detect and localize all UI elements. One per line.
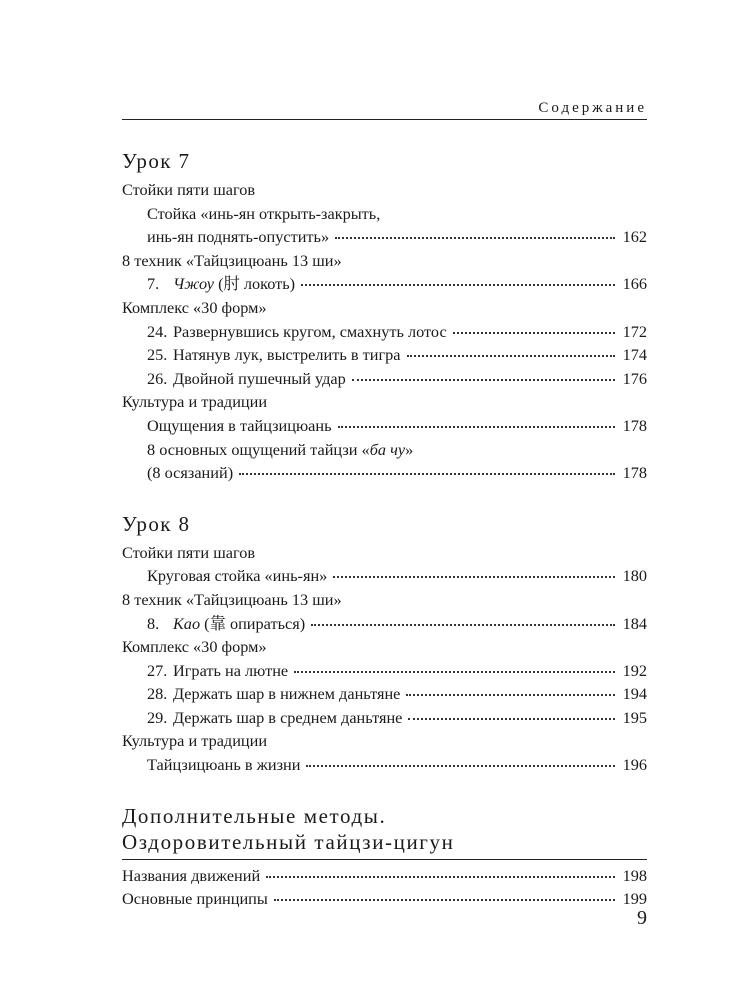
entry-page-number: 178 <box>622 463 647 483</box>
running-head: Содержание <box>538 100 647 116</box>
section-title <box>122 803 647 855</box>
toc-entry[interactable] <box>122 753 647 777</box>
toc-entry[interactable] <box>122 729 647 753</box>
entry-title <box>147 438 413 462</box>
dot-leader <box>239 472 615 475</box>
entry-title <box>173 659 288 683</box>
entry-title <box>147 225 329 249</box>
entry-title-text: Стойки пяти шагов <box>122 542 256 562</box>
entry-title-text: Развернувшись кругом, смахнуть лотос <box>173 321 447 341</box>
entry-title <box>147 564 327 588</box>
toc-entry[interactable] <box>122 225 647 249</box>
entry-title <box>173 272 295 296</box>
entry-page-number: 180 <box>622 566 647 586</box>
entry-title <box>173 343 401 367</box>
entry-title-text: Двойной пушечный удар <box>173 368 346 388</box>
entry-page-number: 194 <box>622 684 647 704</box>
toc-entry[interactable] <box>122 659 647 683</box>
dot-leader <box>453 331 615 334</box>
entry-number: 27. <box>147 660 168 680</box>
toc-entry[interactable] <box>122 588 647 612</box>
entry-title-italic: Као <box>173 613 201 633</box>
entry-title-text: (靠 опираться) <box>200 613 306 633</box>
toc-entry[interactable] <box>122 461 647 485</box>
toc-entry[interactable] <box>122 343 647 367</box>
toc-entry[interactable] <box>122 438 647 462</box>
entry-page-number: 199 <box>622 889 647 909</box>
toc-entry[interactable] <box>122 682 647 706</box>
entry-title <box>122 249 342 273</box>
entry-title-italic: ба чу <box>369 439 406 459</box>
dot-leader <box>352 378 615 381</box>
entry-number: 29. <box>147 707 168 727</box>
entry-title-text: инь-ян поднять-опустить» <box>147 227 330 247</box>
entry-title <box>173 367 346 391</box>
entry-title <box>173 706 402 730</box>
entry-title <box>173 682 400 706</box>
section-title-line: Урок 7 <box>122 149 191 173</box>
entry-title <box>147 753 300 777</box>
entry-title-text: 8 техник «Тайцзицюань 13 ши» <box>122 250 342 270</box>
dot-leader <box>333 575 615 578</box>
section-title-line: Оздоровительный тайцзи-цигун <box>122 829 455 854</box>
entry-title-text: Держать шар в среднем даньтяне <box>173 707 403 727</box>
toc-entry[interactable] <box>122 706 647 730</box>
entry-number: 25. <box>147 345 168 365</box>
toc-entry[interactable] <box>122 249 647 273</box>
page-number: 9 <box>637 907 647 929</box>
dot-leader <box>311 623 615 626</box>
entry-page-number: 195 <box>622 707 647 727</box>
entry-title-text: Держать шар в нижнем даньтяне <box>173 684 401 704</box>
entry-number: 26. <box>147 368 168 388</box>
section-title <box>122 148 647 174</box>
entry-title-text: Тайцзицюань в жизни <box>147 755 301 775</box>
entry-title <box>122 390 267 414</box>
entry-page-number: 172 <box>622 321 647 341</box>
entry-title <box>122 588 342 612</box>
toc-entry[interactable] <box>122 564 647 588</box>
toc-entry[interactable] <box>122 202 647 226</box>
dot-leader <box>407 354 616 357</box>
dot-leader <box>274 898 615 901</box>
entry-page-number: 192 <box>622 660 647 680</box>
entry-page-number: 184 <box>622 613 647 633</box>
entry-title <box>122 178 255 202</box>
dot-leader <box>338 425 616 428</box>
dot-leader <box>294 670 615 673</box>
entry-title-text: Основные принципы <box>122 889 268 909</box>
toc-entry[interactable] <box>122 390 647 414</box>
header-rule <box>122 119 647 120</box>
entry-title-italic: Чжоу <box>173 274 214 294</box>
entry-number: 8. <box>147 613 160 633</box>
toc-entry[interactable] <box>122 635 647 659</box>
toc-entry[interactable] <box>122 296 647 320</box>
table-of-contents <box>122 148 647 937</box>
entry-title-text: Культура и традиции <box>122 731 268 751</box>
dot-leader <box>306 764 615 767</box>
entry-title <box>147 414 332 438</box>
entry-title-text: Названия движений <box>122 865 261 885</box>
section-title-line: Урок 8 <box>122 511 191 536</box>
entry-title-text: Натянув лук, выстрелить в тигра <box>173 345 401 365</box>
dot-leader <box>408 717 615 720</box>
entry-title <box>122 864 260 888</box>
dot-leader <box>406 693 615 696</box>
entry-page-number: 176 <box>622 368 647 388</box>
dot-leader <box>266 875 615 878</box>
toc-section <box>122 803 647 911</box>
entry-title <box>147 461 233 485</box>
entry-title-text: Культура и традиции <box>122 392 268 412</box>
toc-entry[interactable] <box>122 367 647 391</box>
entry-number: 24. <box>147 321 168 341</box>
entry-title <box>147 202 380 226</box>
entry-title-text: Стойки пяти шагов <box>122 180 256 199</box>
toc-section <box>122 148 647 485</box>
entry-title-text: 8 техник «Тайцзицюань 13 ши» <box>122 589 342 609</box>
toc-entry[interactable] <box>122 414 647 438</box>
entry-title-text: Стойка «инь-ян открыть-закрыть, <box>147 203 381 223</box>
toc-entry[interactable] <box>122 541 647 565</box>
toc-entry[interactable] <box>122 178 647 202</box>
entry-title <box>173 320 447 344</box>
entry-title <box>122 635 267 659</box>
entry-page-number: 178 <box>622 415 647 435</box>
entry-page-number: 174 <box>622 345 647 365</box>
entry-title-text: 8 основных ощущений тайцзи « <box>147 439 370 459</box>
section-title-line: Дополнительные методы. <box>122 803 387 828</box>
toc-entry[interactable] <box>122 859 647 888</box>
entry-title <box>122 729 267 753</box>
entry-title <box>122 296 267 320</box>
entry-title-text: Играть на лютне <box>173 660 289 680</box>
entry-title <box>173 612 305 636</box>
entry-title-text: (8 осязаний) <box>147 463 234 483</box>
entry-title <box>122 541 255 565</box>
entry-title-text: » <box>405 439 414 459</box>
entry-title-text: Круговая стойка «инь-ян» <box>147 566 328 586</box>
entry-page-number: 166 <box>622 274 647 294</box>
section-title <box>122 511 647 537</box>
entry-page-number: 162 <box>622 227 647 247</box>
dot-leader <box>301 283 615 286</box>
toc-entry[interactable] <box>122 320 647 344</box>
entry-title-text: Комплекс «30 форм» <box>122 637 267 657</box>
dot-leader <box>335 236 615 239</box>
entry-title-text: Ощущения в тайцзицюань <box>147 415 332 435</box>
entry-number: 28. <box>147 684 168 704</box>
entry-number: 7. <box>147 274 160 294</box>
entry-page-number: 196 <box>622 755 647 775</box>
toc-entry[interactable] <box>122 612 647 636</box>
entry-title-text: (肘 локоть) <box>214 274 296 294</box>
toc-entry[interactable] <box>122 272 647 296</box>
entry-title-text: Комплекс «30 форм» <box>122 297 267 317</box>
toc-section <box>122 511 647 777</box>
entry-page-number: 198 <box>622 865 647 885</box>
